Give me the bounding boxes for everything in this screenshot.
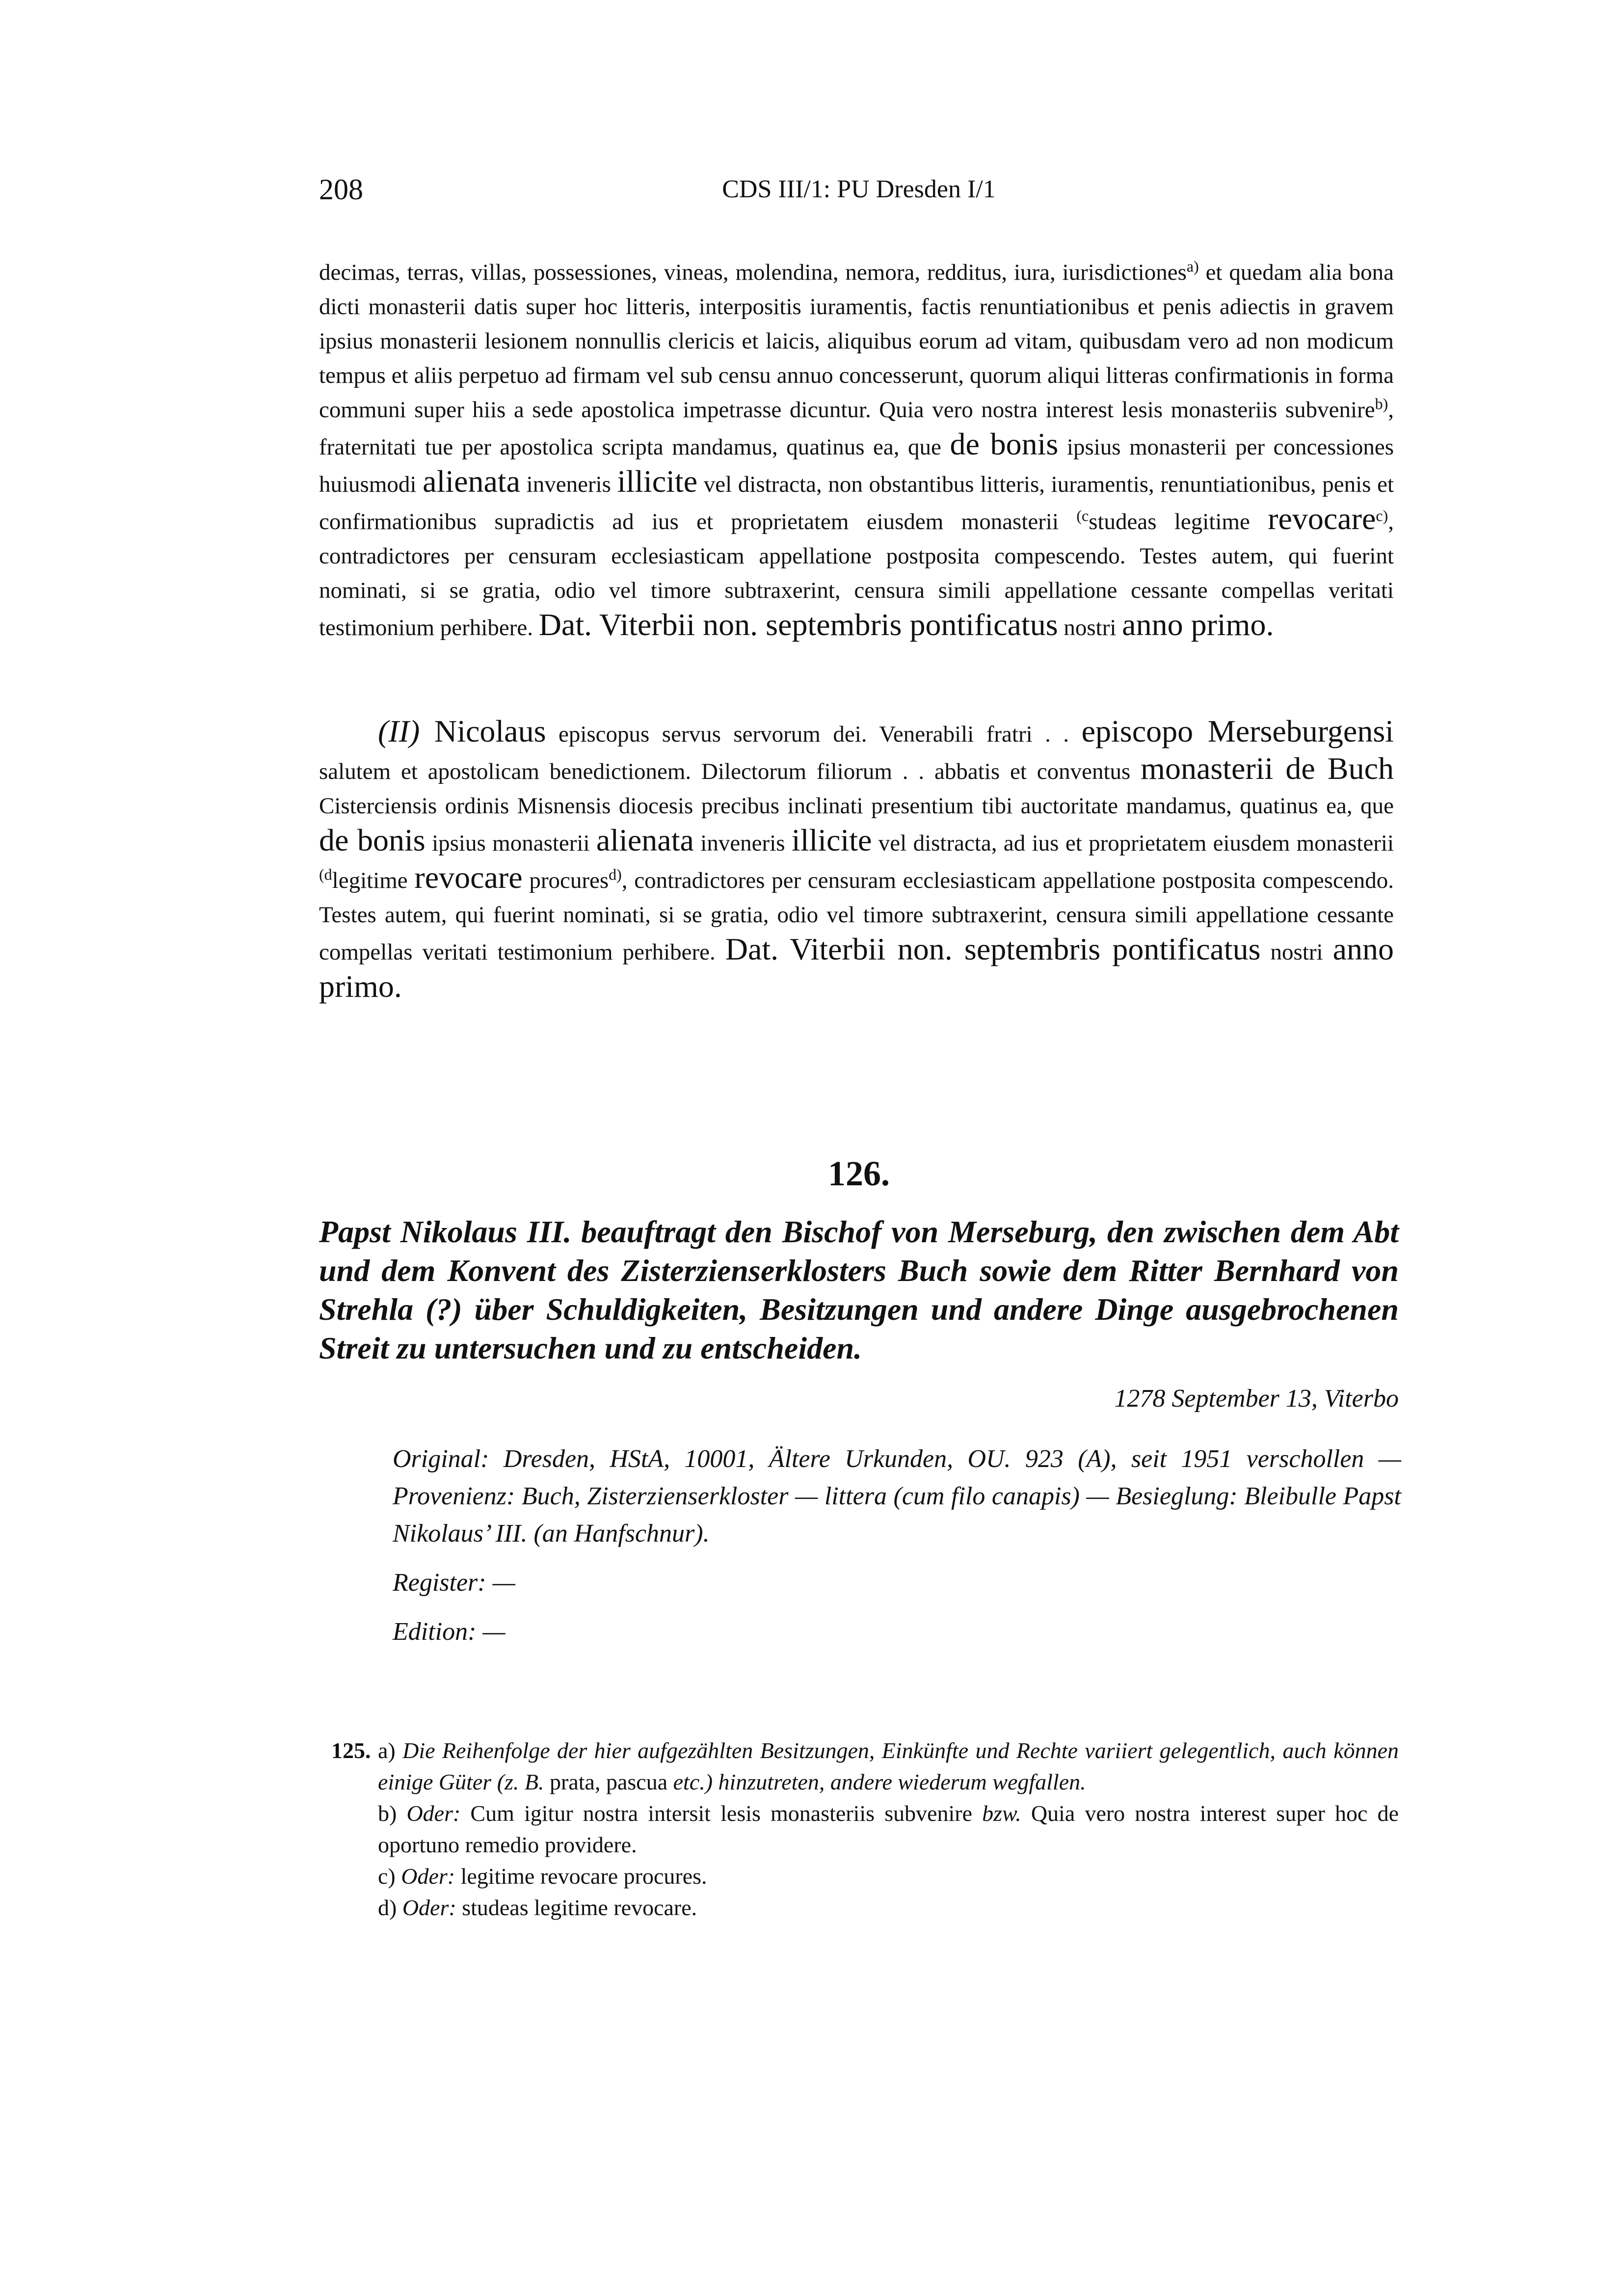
footnote-label: d) xyxy=(378,1895,402,1920)
footnote-text: legitime revocare procures. xyxy=(455,1864,707,1889)
enlarged-text: alienata xyxy=(423,464,521,499)
footnote-label: b) xyxy=(378,1801,407,1826)
footnote-text: etc.) hinzutreten, andere wiederum wegfallen. xyxy=(667,1769,1086,1794)
text-run: , contradictores per censuram ecclesiasticam appellatione postposita compescendo. Testes autem, qui fuerint nominati, si se gratia, odio vel timore subtraxerint, censura simili appellatione cessante compellas veritati testimonium perhibere. xyxy=(319,509,1394,641)
footnote-text: prata, pascua xyxy=(550,1769,668,1794)
text-run: ipsius monasterii per concessiones huiusmodi xyxy=(319,434,1394,497)
text-run: nostri xyxy=(1058,615,1122,641)
text-run: decimas, terras, villas, possessiones, vineas, molendina, nemora, redditus, iura, iurisdictiones xyxy=(319,260,1187,285)
enlarged-text: anno primo. xyxy=(319,932,1394,1004)
footnotes-body xyxy=(378,1735,1399,1923)
enlarged-text: anno primo. xyxy=(1122,607,1274,642)
text-run: ipsius monasterii xyxy=(425,830,596,856)
page-number: 208 xyxy=(319,173,363,206)
text-run: nostri xyxy=(1260,939,1333,965)
footnote-marker: (c xyxy=(1076,507,1089,525)
enlarged-text: de bonis xyxy=(950,427,1059,461)
footnote-text: Quia vero nostra interest super hoc de oportuno remedio providere. xyxy=(378,1801,1399,1857)
footnote-marker: c) xyxy=(1376,507,1388,525)
footnote-text: studeas legitime revocare. xyxy=(456,1895,697,1920)
footnote-text: Die Reihenfolge der hier aufgezählten Besitzungen, Einkünfte und Rechte variiert gelegentlich, auch können einige Güter (z. B. xyxy=(378,1738,1399,1794)
edition-text-part-2 xyxy=(319,714,1394,1007)
footnote-d xyxy=(378,1892,1399,1923)
enlarged-text: Nicolaus xyxy=(420,714,546,748)
text-run: salutem et apostolicam benedictionem. Dilectorum filiorum . . abbatis et conventus xyxy=(319,759,1141,784)
enlarged-text: Dat. Viterbii non. septembris pontificatus xyxy=(538,607,1058,642)
footnote-marker: a) xyxy=(1186,257,1199,275)
regest-heading: Papst Nikolaus III. beauftragt den Bischof von Merseburg, den zwischen dem Abt und dem Konvent des Zisterzienserklosters Buch sowie dem Ritter Bernhard von Strehla (?) über Schuldigkeiten, Besitzungen und andere Dinge ausgebrochenen Streit zu untersuchen und zu entscheiden. xyxy=(319,1214,1399,1365)
footnote-text: Cum igitur nostra intersit lesis monasteriis subvenire xyxy=(460,1801,983,1826)
enlarged-text: de bonis xyxy=(319,823,426,857)
footnote-a xyxy=(378,1735,1399,1798)
dating-line: 1278 September 13, Viterbo xyxy=(1114,1385,1399,1413)
enlarged-text: monasterii de Buch xyxy=(1141,751,1394,786)
enlarged-text: illicite xyxy=(791,823,872,857)
section-label: (II) xyxy=(378,714,420,748)
footnote-label: a) xyxy=(378,1738,403,1763)
page xyxy=(319,0,1399,2296)
original-description: Original: Dresden, HStA, 10001, Ältere Urkunden, OU. 923 (A), seit 1951 verschollen — Provenienz: Buch, Zisterzienserkloster — littera (cum filo canapis) — Besieglung: Bleibulle Papst Nikolaus’ III. (an Hanfschnur). xyxy=(393,1445,1401,1548)
text-run: , contradictores per censuram ecclesiasticam appellatione postposita compescendo. Testes autem, qui fuerint nominati, si se gratia, odio vel timore subtraxerint, censura simili appellatione cessante compellas veritati testimonium perhibere. xyxy=(319,868,1394,965)
footnote-text: Oder: xyxy=(406,1801,461,1826)
footnote-label: c) xyxy=(378,1864,401,1889)
running-title: CDS III/1: PU Dresden I/1 xyxy=(722,175,996,203)
enlarged-text: revocare xyxy=(414,860,523,895)
text-run: , fraternitati tue per apostolica scripta mandamus, quatinus ea, que xyxy=(319,397,1394,460)
footnote-marker: d) xyxy=(609,865,622,883)
footnote-marker: b) xyxy=(1375,395,1388,413)
text-run: legitime xyxy=(332,868,415,893)
footnote-text: bzw. xyxy=(982,1801,1021,1826)
text-run: procures xyxy=(522,868,609,893)
source-apparatus xyxy=(393,1441,1401,1651)
edition-line: Edition: — xyxy=(393,1618,506,1646)
footnote-c xyxy=(378,1861,1399,1892)
document-number: 126. xyxy=(828,1154,890,1193)
text-run: studeas legitime xyxy=(1089,509,1268,534)
paragraph xyxy=(319,714,1394,1007)
text-run: inveneris xyxy=(693,830,792,856)
text-run: inveneris xyxy=(520,472,617,497)
edition-text-part-1 xyxy=(319,255,1394,645)
footnote-text: Oder: xyxy=(402,1895,456,1920)
enlarged-text: Dat. Viterbii non. septembris pontificatus xyxy=(725,932,1261,966)
paragraph xyxy=(319,255,1394,645)
text-run: Cisterciensis ordinis Misnensis diocesis precibus inclinati presentium tibi auctoritate mandamus, quatinus ea, que xyxy=(319,793,1394,819)
register-line: Register: — xyxy=(393,1569,515,1597)
footnotes-reference: 125. xyxy=(331,1738,371,1763)
enlarged-text: alienata xyxy=(596,823,694,857)
footnote-marker: (d xyxy=(319,865,332,883)
text-run: vel distracta, non obstantibus litteris, iuramentis, renuntiationibus, penis et confirmationibus supradictis ad ius et proprietatem eiusdem monasterii xyxy=(319,472,1394,534)
footnote-b xyxy=(378,1798,1399,1861)
enlarged-text: illicite xyxy=(617,464,698,499)
enlarged-text: episcopo Merseburgensi xyxy=(1081,714,1394,748)
text-run: vel distracta, ad ius et proprietatem eiusdem monasterii xyxy=(872,830,1394,856)
text-run: episcopus servus servorum dei. Venerabili fratri . . xyxy=(546,721,1082,747)
text-run: et quedam alia bona dicti monasterii datis super hoc litteris, interpositis iuramentis, factis renuntiationibus et penis adiectis in gravem ipsius monasterii lesionem nonnullis clericis et laicis, aliquibus eorum ad vitam, quibusdam vero ad non modicum tempus et aliis perpetuo ad firmam vel sub censu annuo concesserunt, quorum aliqui litteras confirmationis in forma communi super hiis a sede apostolica impetrasse dicuntur. Quia vero nostra interest lesis monasteriis subvenire xyxy=(319,260,1394,423)
enlarged-text: revocare xyxy=(1268,501,1376,536)
running-head xyxy=(319,173,1399,217)
footnote-text: Oder: xyxy=(401,1864,455,1889)
